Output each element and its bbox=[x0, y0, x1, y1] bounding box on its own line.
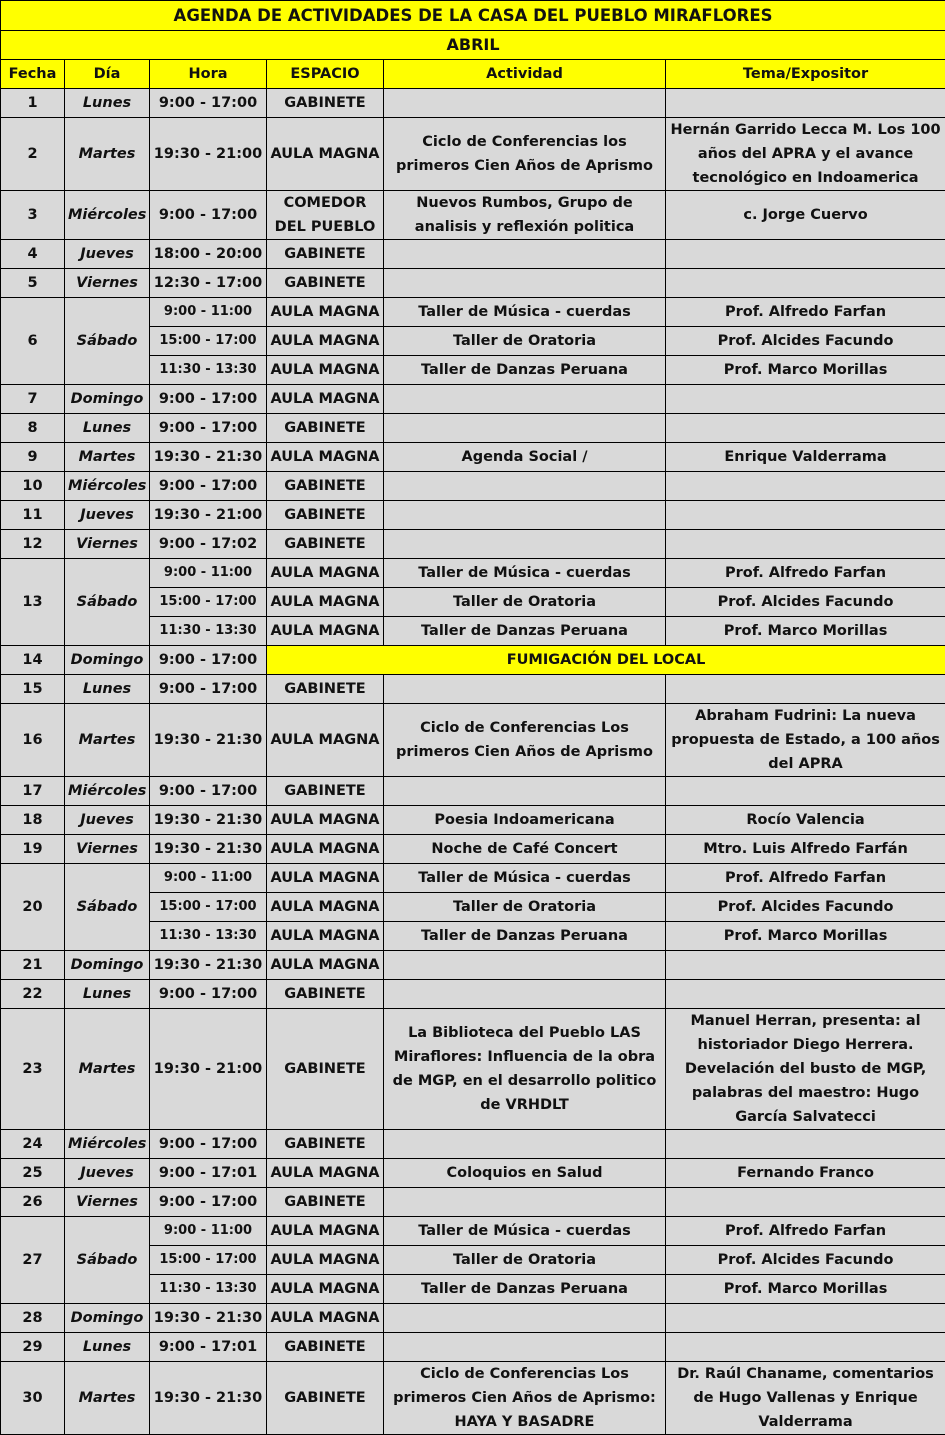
dia-cell: Jueves bbox=[65, 1159, 150, 1188]
hora-cell: 9:00 - 17:00 bbox=[150, 675, 267, 704]
espacio-cell: AULA MAGNA bbox=[267, 298, 384, 327]
dia-cell: Miércoles bbox=[65, 191, 150, 240]
espacio-cell: AULA MAGNA bbox=[267, 385, 384, 414]
actividad-cell bbox=[384, 1130, 666, 1159]
tema-cell: Abraham Fudrini: La nueva propuesta de Estado, a 100 años del APRA bbox=[666, 704, 945, 777]
hora-cell: 9:00 - 17:00 bbox=[150, 89, 267, 118]
fecha-cell: 17 bbox=[1, 777, 65, 806]
dia-cell: Domingo bbox=[65, 951, 150, 980]
actividad-cell: Taller de Música - cuerdas bbox=[384, 298, 666, 327]
hora-cell: 9:00 - 17:00 bbox=[150, 472, 267, 501]
tema-cell: Prof. Alfredo Farfan bbox=[666, 864, 945, 893]
espacio-cell: AULA MAGNA bbox=[267, 559, 384, 588]
espacio-cell: AULA MAGNA bbox=[267, 893, 384, 922]
dia-cell: Sábado bbox=[65, 1217, 150, 1304]
dia-cell: Jueves bbox=[65, 501, 150, 530]
actividad-cell: Ciclo de Conferencias los primeros Cien Años de Aprismo bbox=[384, 118, 666, 191]
dia-cell: Viernes bbox=[65, 835, 150, 864]
hora-cell: 11:30 - 13:30 bbox=[150, 617, 267, 646]
actividad-cell: Taller de Oratoria bbox=[384, 327, 666, 356]
hora-cell: 9:00 - 17:01 bbox=[150, 1333, 267, 1362]
tema-cell bbox=[666, 951, 945, 980]
fecha-cell: 7 bbox=[1, 385, 65, 414]
dia-cell: Miércoles bbox=[65, 1130, 150, 1159]
table-row bbox=[1, 1362, 945, 1435]
tema-cell bbox=[666, 1304, 945, 1333]
actividad-cell bbox=[384, 530, 666, 559]
actividad-cell: Ciclo de Conferencias Los primeros Cien Años de Aprismo: HAYA Y BASADRE bbox=[384, 1362, 666, 1435]
actividad-cell: Coloquios en Salud bbox=[384, 1159, 666, 1188]
tema-cell: Prof. Alcides Facundo bbox=[666, 588, 945, 617]
espacio-cell: AULA MAGNA bbox=[267, 806, 384, 835]
table-row bbox=[1, 980, 945, 1009]
tema-cell: Prof. Alcides Facundo bbox=[666, 327, 945, 356]
month-label: ABRIL bbox=[1, 31, 945, 60]
espacio-cell: GABINETE bbox=[267, 530, 384, 559]
tema-cell: Enrique Valderrama bbox=[666, 443, 945, 472]
fecha-cell: 11 bbox=[1, 501, 65, 530]
dia-cell: Miércoles bbox=[65, 777, 150, 806]
table-row bbox=[1, 269, 945, 298]
hora-cell: 9:00 - 17:00 bbox=[150, 191, 267, 240]
dia-cell: Sábado bbox=[65, 864, 150, 951]
hora-cell: 9:00 - 11:00 bbox=[150, 559, 267, 588]
tema-cell bbox=[666, 777, 945, 806]
fecha-cell: 3 bbox=[1, 191, 65, 240]
dia-cell: Viernes bbox=[65, 269, 150, 298]
tema-cell bbox=[666, 501, 945, 530]
tema-cell bbox=[666, 89, 945, 118]
hora-cell: 9:00 - 17:00 bbox=[150, 414, 267, 443]
fecha-cell: 21 bbox=[1, 951, 65, 980]
dia-cell: Lunes bbox=[65, 1333, 150, 1362]
espacio-cell: COMEDOR DEL PUEBLO bbox=[267, 191, 384, 240]
table-row bbox=[1, 559, 945, 588]
dia-cell: Martes bbox=[65, 1362, 150, 1435]
fecha-cell: 24 bbox=[1, 1130, 65, 1159]
fecha-cell: 5 bbox=[1, 269, 65, 298]
hora-cell: 19:30 - 21:30 bbox=[150, 1362, 267, 1435]
tema-cell bbox=[666, 980, 945, 1009]
espacio-cell: AULA MAGNA bbox=[267, 356, 384, 385]
tema-cell: Prof. Marco Morillas bbox=[666, 1275, 945, 1304]
agenda-body bbox=[1, 89, 945, 1435]
fecha-cell: 16 bbox=[1, 704, 65, 777]
tema-cell bbox=[666, 675, 945, 704]
actividad-cell: Taller de Danzas Peruana bbox=[384, 1275, 666, 1304]
tema-cell: Prof. Alfredo Farfan bbox=[666, 298, 945, 327]
header-hora: Hora bbox=[150, 60, 267, 89]
hora-cell: 19:30 - 21:00 bbox=[150, 118, 267, 191]
table-row bbox=[1, 1217, 945, 1246]
table-row bbox=[1, 704, 945, 777]
dia-cell: Jueves bbox=[65, 806, 150, 835]
header-tema: Tema/Expositor bbox=[666, 60, 945, 89]
espacio-cell: GABINETE bbox=[267, 1333, 384, 1362]
dia-cell: Viernes bbox=[65, 530, 150, 559]
actividad-cell bbox=[384, 89, 666, 118]
actividad-cell bbox=[384, 472, 666, 501]
espacio-cell: AULA MAGNA bbox=[267, 704, 384, 777]
hora-cell: 11:30 - 13:30 bbox=[150, 922, 267, 951]
dia-cell: Martes bbox=[65, 1009, 150, 1130]
hora-cell: 9:00 - 17:00 bbox=[150, 980, 267, 1009]
actividad-cell: Taller de Danzas Peruana bbox=[384, 356, 666, 385]
table-row bbox=[1, 298, 945, 327]
dia-cell: Lunes bbox=[65, 980, 150, 1009]
dia-cell: Viernes bbox=[65, 1188, 150, 1217]
tema-cell bbox=[666, 414, 945, 443]
espacio-cell: AULA MAGNA bbox=[267, 443, 384, 472]
table-row bbox=[1, 501, 945, 530]
hora-cell: 9:00 - 17:00 bbox=[150, 1130, 267, 1159]
hora-cell: 9:00 - 17:00 bbox=[150, 777, 267, 806]
fecha-cell: 6 bbox=[1, 298, 65, 385]
tema-cell bbox=[666, 530, 945, 559]
hora-cell: 18:00 - 20:00 bbox=[150, 240, 267, 269]
fecha-cell: 4 bbox=[1, 240, 65, 269]
actividad-cell bbox=[384, 269, 666, 298]
table-row bbox=[1, 530, 945, 559]
fecha-cell: 23 bbox=[1, 1009, 65, 1130]
tema-cell: Prof. Alfredo Farfan bbox=[666, 559, 945, 588]
dia-cell: Martes bbox=[65, 443, 150, 472]
table-row bbox=[1, 1130, 945, 1159]
fecha-cell: 29 bbox=[1, 1333, 65, 1362]
actividad-cell bbox=[384, 777, 666, 806]
fecha-cell: 25 bbox=[1, 1159, 65, 1188]
fecha-cell: 26 bbox=[1, 1188, 65, 1217]
actividad-cell: Taller de Danzas Peruana bbox=[384, 617, 666, 646]
actividad-cell bbox=[384, 951, 666, 980]
actividad-cell: Taller de Música - cuerdas bbox=[384, 559, 666, 588]
fecha-cell: 28 bbox=[1, 1304, 65, 1333]
hora-cell: 15:00 - 17:00 bbox=[150, 588, 267, 617]
table-row bbox=[1, 1159, 945, 1188]
espacio-cell: AULA MAGNA bbox=[267, 864, 384, 893]
hora-cell: 19:30 - 21:00 bbox=[150, 501, 267, 530]
hora-cell: 11:30 - 13:30 bbox=[150, 1275, 267, 1304]
fecha-cell: 14 bbox=[1, 646, 65, 675]
dia-cell: Domingo bbox=[65, 1304, 150, 1333]
tema-cell bbox=[666, 240, 945, 269]
hora-cell: 19:30 - 21:30 bbox=[150, 835, 267, 864]
hora-cell: 19:30 - 21:30 bbox=[150, 951, 267, 980]
espacio-cell: GABINETE bbox=[267, 269, 384, 298]
espacio-cell: GABINETE bbox=[267, 414, 384, 443]
actividad-cell: Taller de Oratoria bbox=[384, 893, 666, 922]
hora-cell: 15:00 - 17:00 bbox=[150, 893, 267, 922]
actividad-cell bbox=[384, 980, 666, 1009]
actividad-cell: Taller de Oratoria bbox=[384, 588, 666, 617]
tema-cell: Dr. Raúl Chaname, comentarios de Hugo Vallenas y Enrique Valderrama bbox=[666, 1362, 945, 1435]
table-row bbox=[1, 864, 945, 893]
fecha-cell: 9 bbox=[1, 443, 65, 472]
espacio-cell: AULA MAGNA bbox=[267, 1275, 384, 1304]
hora-cell: 9:00 - 17:00 bbox=[150, 1188, 267, 1217]
espacio-cell: GABINETE bbox=[267, 472, 384, 501]
tema-cell: Fernando Franco bbox=[666, 1159, 945, 1188]
dia-cell: Domingo bbox=[65, 646, 150, 675]
table-row bbox=[1, 1009, 945, 1130]
hora-cell: 12:30 - 17:00 bbox=[150, 269, 267, 298]
espacio-cell: GABINETE bbox=[267, 980, 384, 1009]
espacio-cell: GABINETE bbox=[267, 777, 384, 806]
espacio-cell: AULA MAGNA bbox=[267, 835, 384, 864]
header-dia: Día bbox=[65, 60, 150, 89]
fecha-cell: 22 bbox=[1, 980, 65, 1009]
espacio-cell: AULA MAGNA bbox=[267, 922, 384, 951]
actividad-cell: La Biblioteca del Pueblo LAS Miraflores: Influencia de la obra de MGP, en el desarrollo politico de VRHDLT bbox=[384, 1009, 666, 1130]
fecha-cell: 10 bbox=[1, 472, 65, 501]
tema-cell: Prof. Marco Morillas bbox=[666, 922, 945, 951]
espacio-cell: GABINETE bbox=[267, 89, 384, 118]
tema-cell bbox=[666, 1130, 945, 1159]
hora-cell: 19:30 - 21:30 bbox=[150, 806, 267, 835]
actividad-cell: Nuevos Rumbos, Grupo de analisis y reflexión politica bbox=[384, 191, 666, 240]
tema-cell: Manuel Herran, presenta: al historiador Diego Herrera. Develación del busto de MGP, palabras del maestro: Hugo García Salvatecci bbox=[666, 1009, 945, 1130]
fecha-cell: 15 bbox=[1, 675, 65, 704]
table-row bbox=[1, 472, 945, 501]
tema-cell bbox=[666, 1333, 945, 1362]
hora-cell: 9:00 - 11:00 bbox=[150, 1217, 267, 1246]
tema-cell: Prof. Marco Morillas bbox=[666, 617, 945, 646]
table-row bbox=[1, 443, 945, 472]
fecha-cell: 30 bbox=[1, 1362, 65, 1435]
fecha-cell: 20 bbox=[1, 864, 65, 951]
agenda-title: AGENDA DE ACTIVIDADES DE LA CASA DEL PUEBLO MIRAFLORES bbox=[1, 1, 945, 31]
tema-cell: c. Jorge Cuervo bbox=[666, 191, 945, 240]
actividad-cell: Taller de Música - cuerdas bbox=[384, 864, 666, 893]
actividad-cell bbox=[384, 240, 666, 269]
dia-cell: Martes bbox=[65, 118, 150, 191]
tema-cell: Prof. Alcides Facundo bbox=[666, 1246, 945, 1275]
table-row bbox=[1, 675, 945, 704]
hora-cell: 19:30 - 21:30 bbox=[150, 704, 267, 777]
hora-cell: 9:00 - 11:00 bbox=[150, 864, 267, 893]
table-row bbox=[1, 89, 945, 118]
header-espacio: ESPACIO bbox=[267, 60, 384, 89]
table-row bbox=[1, 1333, 945, 1362]
actividad-cell: Noche de Café Concert bbox=[384, 835, 666, 864]
espacio-cell: GABINETE bbox=[267, 1130, 384, 1159]
dia-cell: Sábado bbox=[65, 559, 150, 646]
espacio-cell: AULA MAGNA bbox=[267, 1246, 384, 1275]
hora-cell: 11:30 - 13:30 bbox=[150, 356, 267, 385]
hora-cell: 9:00 - 17:02 bbox=[150, 530, 267, 559]
table-row bbox=[1, 118, 945, 191]
espacio-cell: AULA MAGNA bbox=[267, 327, 384, 356]
hora-cell: 9:00 - 17:01 bbox=[150, 1159, 267, 1188]
fecha-cell: 2 bbox=[1, 118, 65, 191]
tema-cell bbox=[666, 385, 945, 414]
actividad-cell bbox=[384, 385, 666, 414]
fecha-cell: 27 bbox=[1, 1217, 65, 1304]
fecha-cell: 1 bbox=[1, 89, 65, 118]
hora-cell: 9:00 - 17:00 bbox=[150, 646, 267, 675]
dia-cell: Martes bbox=[65, 704, 150, 777]
espacio-cell: AULA MAGNA bbox=[267, 118, 384, 191]
espacio-cell: GABINETE bbox=[267, 1009, 384, 1130]
espacio-cell: AULA MAGNA bbox=[267, 1304, 384, 1333]
tema-cell bbox=[666, 1188, 945, 1217]
hora-cell: 9:00 - 17:00 bbox=[150, 385, 267, 414]
actividad-cell bbox=[384, 1333, 666, 1362]
fecha-cell: 8 bbox=[1, 414, 65, 443]
actividad-cell: Taller de Danzas Peruana bbox=[384, 922, 666, 951]
table-row bbox=[1, 777, 945, 806]
table-row bbox=[1, 1304, 945, 1333]
actividad-cell: Taller de Oratoria bbox=[384, 1246, 666, 1275]
header-fecha: Fecha bbox=[1, 60, 65, 89]
header-actividad: Actividad bbox=[384, 60, 666, 89]
tema-cell: Hernán Garrido Lecca M. Los 100 años del APRA y el avance tecnológico en Indoamerica bbox=[666, 118, 945, 191]
tema-cell: Prof. Alfredo Farfan bbox=[666, 1217, 945, 1246]
fecha-cell: 13 bbox=[1, 559, 65, 646]
espacio-cell: AULA MAGNA bbox=[267, 1159, 384, 1188]
table-row bbox=[1, 835, 945, 864]
dia-cell: Jueves bbox=[65, 240, 150, 269]
actividad-cell: Ciclo de Conferencias Los primeros Cien Años de Aprismo bbox=[384, 704, 666, 777]
fumigacion-notice: FUMIGACIÓN DEL LOCAL bbox=[267, 646, 945, 675]
dia-cell: Lunes bbox=[65, 675, 150, 704]
table-row bbox=[1, 414, 945, 443]
actividad-cell bbox=[384, 1188, 666, 1217]
dia-cell: Lunes bbox=[65, 89, 150, 118]
tema-cell: Prof. Alcides Facundo bbox=[666, 893, 945, 922]
espacio-cell: GABINETE bbox=[267, 1362, 384, 1435]
table-row bbox=[1, 806, 945, 835]
fecha-cell: 18 bbox=[1, 806, 65, 835]
fecha-cell: 19 bbox=[1, 835, 65, 864]
actividad-cell bbox=[384, 501, 666, 530]
dia-cell: Sábado bbox=[65, 298, 150, 385]
table-row bbox=[1, 240, 945, 269]
tema-cell bbox=[666, 472, 945, 501]
table-row bbox=[1, 1188, 945, 1217]
table-row bbox=[1, 385, 945, 414]
espacio-cell: GABINETE bbox=[267, 675, 384, 704]
tema-cell: Mtro. Luis Alfredo Farfán bbox=[666, 835, 945, 864]
table-row bbox=[1, 646, 945, 675]
hora-cell: 19:30 - 21:30 bbox=[150, 443, 267, 472]
espacio-cell: AULA MAGNA bbox=[267, 1217, 384, 1246]
dia-cell: Lunes bbox=[65, 414, 150, 443]
hora-cell: 19:30 - 21:30 bbox=[150, 1304, 267, 1333]
hora-cell: 9:00 - 11:00 bbox=[150, 298, 267, 327]
espacio-cell: GABINETE bbox=[267, 240, 384, 269]
actividad-cell bbox=[384, 1304, 666, 1333]
actividad-cell: Poesia Indoamericana bbox=[384, 806, 666, 835]
espacio-cell: AULA MAGNA bbox=[267, 617, 384, 646]
espacio-cell: AULA MAGNA bbox=[267, 588, 384, 617]
hora-cell: 15:00 - 17:00 bbox=[150, 1246, 267, 1275]
actividad-cell bbox=[384, 675, 666, 704]
tema-cell: Prof. Marco Morillas bbox=[666, 356, 945, 385]
fecha-cell: 12 bbox=[1, 530, 65, 559]
dia-cell: Domingo bbox=[65, 385, 150, 414]
espacio-cell: AULA MAGNA bbox=[267, 951, 384, 980]
espacio-cell: GABINETE bbox=[267, 1188, 384, 1217]
table-row bbox=[1, 951, 945, 980]
actividad-cell: Taller de Música - cuerdas bbox=[384, 1217, 666, 1246]
tema-cell bbox=[666, 269, 945, 298]
actividad-cell bbox=[384, 414, 666, 443]
dia-cell: Miércoles bbox=[65, 472, 150, 501]
tema-cell: Rocío Valencia bbox=[666, 806, 945, 835]
hora-cell: 15:00 - 17:00 bbox=[150, 327, 267, 356]
table-row bbox=[1, 191, 945, 240]
hora-cell: 19:30 - 21:00 bbox=[150, 1009, 267, 1130]
actividad-cell: Agenda Social / bbox=[384, 443, 666, 472]
espacio-cell: GABINETE bbox=[267, 501, 384, 530]
